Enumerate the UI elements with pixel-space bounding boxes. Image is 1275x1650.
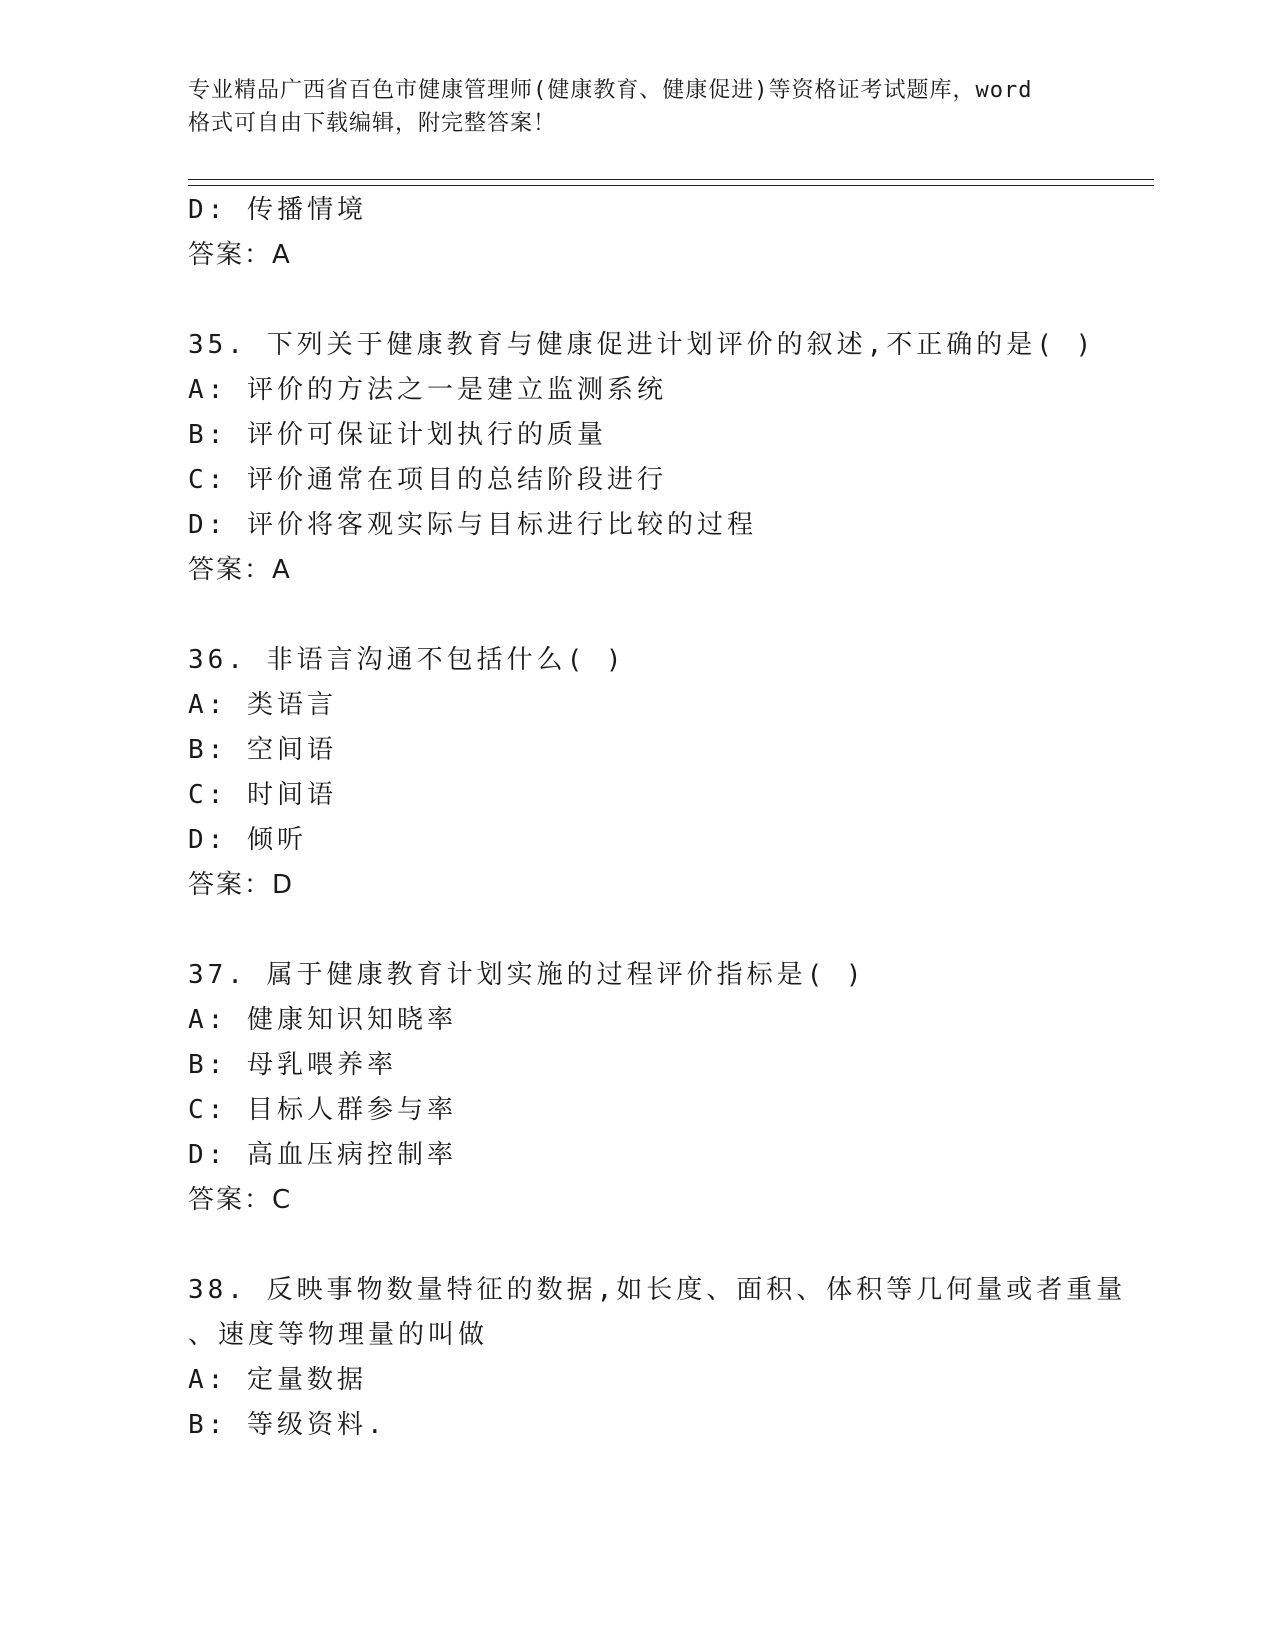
question-37-option-c: C: 目标人群参与率 — [188, 1095, 457, 1125]
option-d: D: 传播情境 — [188, 195, 367, 225]
question-37-stem: 37. 属于健康教育计划实施的过程评价指标是( ) — [188, 960, 866, 990]
header-line-2: 格式可自由下载编辑，附完整答案！ — [188, 111, 557, 136]
question-35-answer: 答案：A — [188, 555, 292, 585]
question-36-option-a: A: 类语言 — [188, 690, 337, 720]
question-35-option-a: A: 评价的方法之一是建立监测系统 — [188, 375, 667, 405]
question-35-stem: 35. 下列关于健康教育与健康促进计划评价的叙述,不正确的是( ) — [188, 330, 1096, 360]
document-header — [188, 74, 1088, 140]
question-37-answer: 答案：C — [188, 1185, 293, 1215]
header-divider — [188, 179, 1154, 186]
question-36-stem: 36. 非语言沟通不包括什么( ) — [188, 645, 626, 675]
question-35-option-c: C: 评价通常在项目的总结阶段进行 — [188, 465, 667, 495]
question-35-option-b: B: 评价可保证计划执行的质量 — [188, 420, 607, 450]
question-37-option-d: D: 高血压病控制率 — [188, 1140, 457, 1170]
question-38-stem: 38. 反映事物数量特征的数据,如长度、面积、体积等几何量或者重量 — [188, 1275, 1127, 1305]
question-35-option-d: D: 评价将客观实际与目标进行比较的过程 — [188, 510, 757, 540]
question-38-option-a: A: 定量数据 — [188, 1365, 367, 1395]
question-36-answer: 答案：D — [188, 870, 295, 900]
question-38-option-b: B: 等级资料. — [188, 1410, 387, 1440]
header-line-1: 专业精品广西省百色市健康管理师(健康教育、健康促进)等资格证考试题库，word — [188, 78, 1033, 103]
question-36-option-d: D: 倾听 — [188, 825, 307, 855]
answer-line: 答案：A — [188, 240, 292, 270]
question-38-stem-continued: 、速度等物理量的叫做 — [188, 1320, 489, 1350]
question-37-option-a: A: 健康知识知晓率 — [188, 1005, 457, 1035]
question-37-option-b: B: 母乳喂养率 — [188, 1050, 397, 1080]
question-36-option-b: B: 空间语 — [188, 735, 337, 765]
question-36-option-c: C: 时间语 — [188, 780, 337, 810]
